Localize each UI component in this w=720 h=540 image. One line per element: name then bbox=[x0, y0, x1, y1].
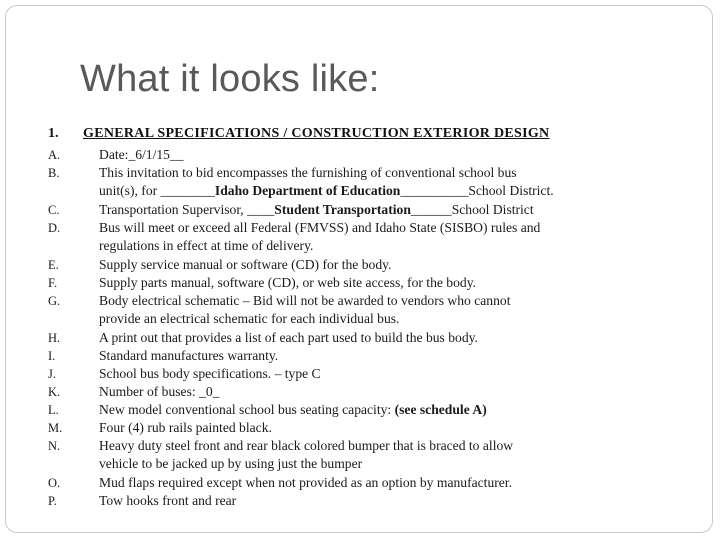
spec-item-g bbox=[48, 292, 668, 328]
spec-item-o bbox=[48, 474, 668, 492]
spec-item-b bbox=[48, 164, 668, 200]
spec-item-e bbox=[48, 256, 668, 274]
spec-item-f bbox=[48, 274, 668, 292]
item-text-line2: vehicle to be jacked up by using just the bumper bbox=[99, 456, 363, 472]
text-post: ______School District bbox=[410, 202, 534, 217]
item-text: Bus will meet or exceed all Federal (FMVSS) and Idaho State (SISBO) rules and bbox=[99, 220, 541, 235]
item-letter: E. bbox=[48, 258, 59, 272]
item-text: Tow hooks front and rear bbox=[99, 493, 237, 508]
item-letter: F. bbox=[48, 276, 58, 290]
item-letter: M. bbox=[48, 421, 63, 435]
item-text: School bus body specifications. – type C bbox=[99, 366, 321, 381]
item-text-line2: regulations in effect at time of delivery. bbox=[99, 238, 314, 254]
item-letter: O. bbox=[48, 476, 61, 490]
item-letter: D. bbox=[48, 221, 61, 235]
item-letter: K. bbox=[48, 385, 61, 399]
spec-item-d bbox=[48, 219, 668, 255]
spec-item-l bbox=[48, 401, 668, 419]
spec-item-j bbox=[48, 365, 668, 383]
item-text bbox=[99, 401, 668, 419]
item-text: Standard manufactures warranty. bbox=[99, 348, 279, 363]
item-text: A print out that provides a list of each part used to build the bus body. bbox=[99, 330, 478, 345]
item-letter: B. bbox=[48, 166, 60, 180]
spec-item-i bbox=[48, 347, 668, 365]
item-letter: C. bbox=[48, 203, 60, 217]
item-text: Supply parts manual, software (CD), or web site access, for the body. bbox=[99, 275, 477, 290]
item-letter: I. bbox=[48, 349, 56, 363]
spec-item-k bbox=[48, 383, 668, 401]
item-text-line2 bbox=[99, 182, 668, 200]
item-text: Date:_6/1/15__ bbox=[99, 147, 184, 162]
slide-title: What it looks like: bbox=[80, 58, 380, 100]
item-text bbox=[99, 201, 668, 219]
item-letter: L. bbox=[48, 403, 59, 417]
spec-item-n bbox=[48, 437, 668, 473]
item-text: Mud flaps required except when not provided as an option by manufacturer. bbox=[99, 475, 512, 490]
item-text: Supply service manual or software (CD) for the body. bbox=[99, 257, 392, 272]
text-pre: Transportation Supervisor, ____ bbox=[99, 202, 275, 217]
text-pre: New model conventional school bus seating capacity: bbox=[99, 402, 395, 417]
item-text: Four (4) rub rails painted black. bbox=[99, 420, 272, 435]
item-text: Body electrical schematic – Bid will not be awarded to vendors who cannot bbox=[99, 293, 511, 308]
item-letter: A. bbox=[48, 148, 61, 162]
item-text: Number of buses: _0_ bbox=[99, 384, 220, 399]
text-bold: Idaho Department of Education bbox=[214, 183, 401, 199]
spec-item-p bbox=[48, 492, 668, 510]
spec-heading bbox=[48, 126, 549, 142]
heading-title: GENERAL SPECIFICATIONS / CONSTRUCTION EXTERIOR DESIGN bbox=[83, 126, 550, 141]
item-letter: G. bbox=[48, 294, 61, 308]
heading-number: 1. bbox=[48, 126, 59, 141]
item-letter: H. bbox=[48, 331, 61, 345]
item-text-line2: provide an electrical schematic for each individual bus. bbox=[99, 311, 400, 327]
text-pre: unit(s), for ________ bbox=[99, 183, 215, 199]
item-text: This invitation to bid encompasses the furnishing of conventional school bus bbox=[99, 165, 517, 180]
item-letter: P. bbox=[48, 494, 57, 508]
spec-item-a bbox=[48, 146, 668, 164]
text-bold: Student Transportation bbox=[274, 202, 411, 217]
item-letter: N. bbox=[48, 439, 61, 453]
text-post: __________School District. bbox=[400, 183, 554, 199]
spec-item-c bbox=[48, 201, 668, 219]
item-text: Heavy duty steel front and rear black colored bumper that is braced to allow bbox=[99, 438, 514, 453]
text-bold: (see schedule A) bbox=[394, 402, 487, 417]
document-excerpt bbox=[38, 120, 670, 510]
item-letter: J. bbox=[48, 367, 56, 381]
spec-item-h bbox=[48, 329, 668, 347]
spec-item-m bbox=[48, 419, 668, 437]
